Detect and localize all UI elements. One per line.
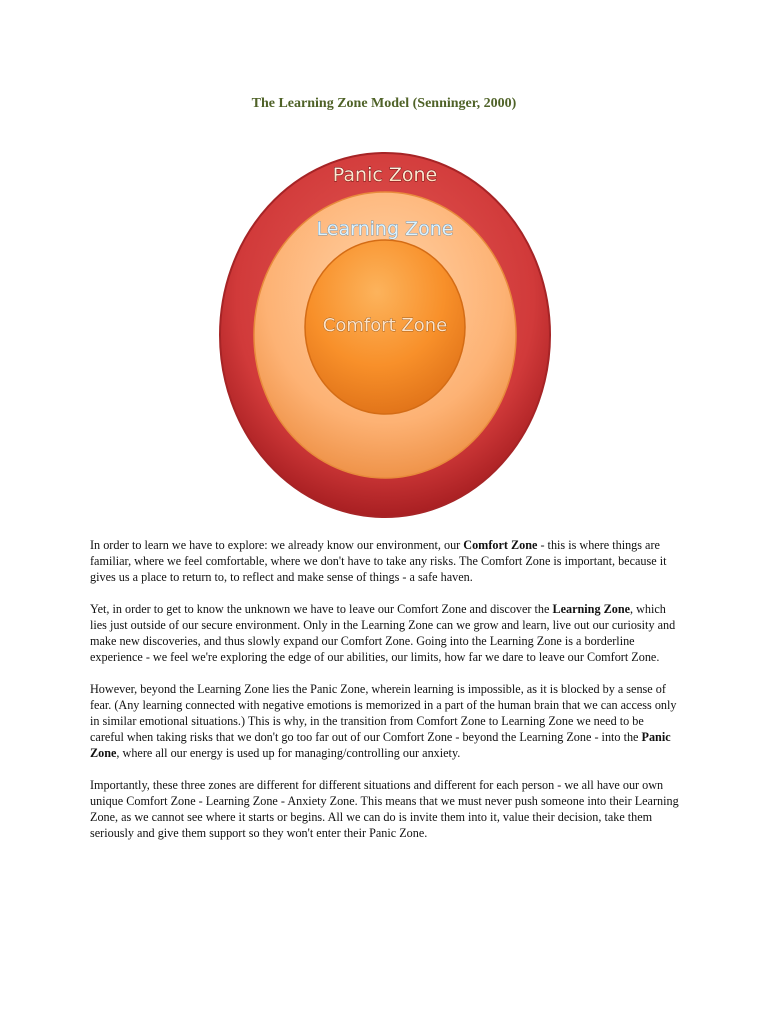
- learning-zone-label: Learning Zone: [316, 218, 454, 240]
- panic-zone-label: Panic Zone: [332, 164, 438, 186]
- paragraph-text: - this is where things are familiar, where we feel comfortable, where we don't have to take any risks. The Comfort Zone is important, because it gives us a place to return to, to reflect and make sense of things - a safe haven.: [90, 538, 667, 584]
- body-text: [90, 537, 680, 857]
- learning-zone-diagram: [219, 152, 551, 518]
- comfort-zone-label: Comfort Zone: [322, 315, 448, 336]
- paragraph-learning-zone: [90, 601, 680, 665]
- paragraph-text: Importantly, these three zones are different for different situations and different for each person - we all have our own unique Comfort Zone - Learning Zone - Anxiety Zone. This means that we must never push someone into their Learning Zone, as we cannot see where it starts or begins. All we can do is invite them into it, value their decision, take them seriously and give them support so they won't enter their Panic Zone.: [90, 778, 679, 840]
- bold-term: Learning Zone: [552, 602, 631, 616]
- paragraph-zones-differ: [90, 777, 680, 841]
- paragraph-text: , where all our energy is used up for managing/controlling our anxiety.: [116, 746, 461, 760]
- paragraph-panic-zone: [90, 681, 680, 761]
- paragraph-text: Yet, in order to get to know the unknown we have to leave our Comfort Zone and discover the: [90, 602, 553, 616]
- paragraph-text: In order to learn we have to explore: we already know our environment, our: [90, 538, 464, 552]
- paragraph-text: However, beyond the Learning Zone lies the Panic Zone, wherein learning is impossible, as it is blocked by a sense of fear. (Any learning connected with negative emotions is memorized in a part of the human brain that we can access only in similar emotional situations.) This is why, in the transition from Comfort Zone to Learning Zone we need to be careful when taking risks that we don't go too far out of our Comfort Zone - beyond the Learning Zone - into the: [90, 682, 677, 744]
- bold-term: Comfort Zone: [463, 538, 538, 552]
- bold-term: Panic Zone: [90, 730, 671, 760]
- paragraph-comfort-zone: [90, 537, 680, 585]
- page-title: The Learning Zone Model (Senninger, 2000): [251, 96, 517, 111]
- paragraph-text: , which lies just outside of our secure environment. Only in the Learning Zone can we grow and learn, live out our curiosity and make new discoveries, and thus slowly expand our Comfort Zone. Going into the Learning Zone is a borderline experience - we feel we're exploring the edge of our abilities, our limits, how far we dare to leave our Comfort Zone.: [90, 602, 676, 664]
